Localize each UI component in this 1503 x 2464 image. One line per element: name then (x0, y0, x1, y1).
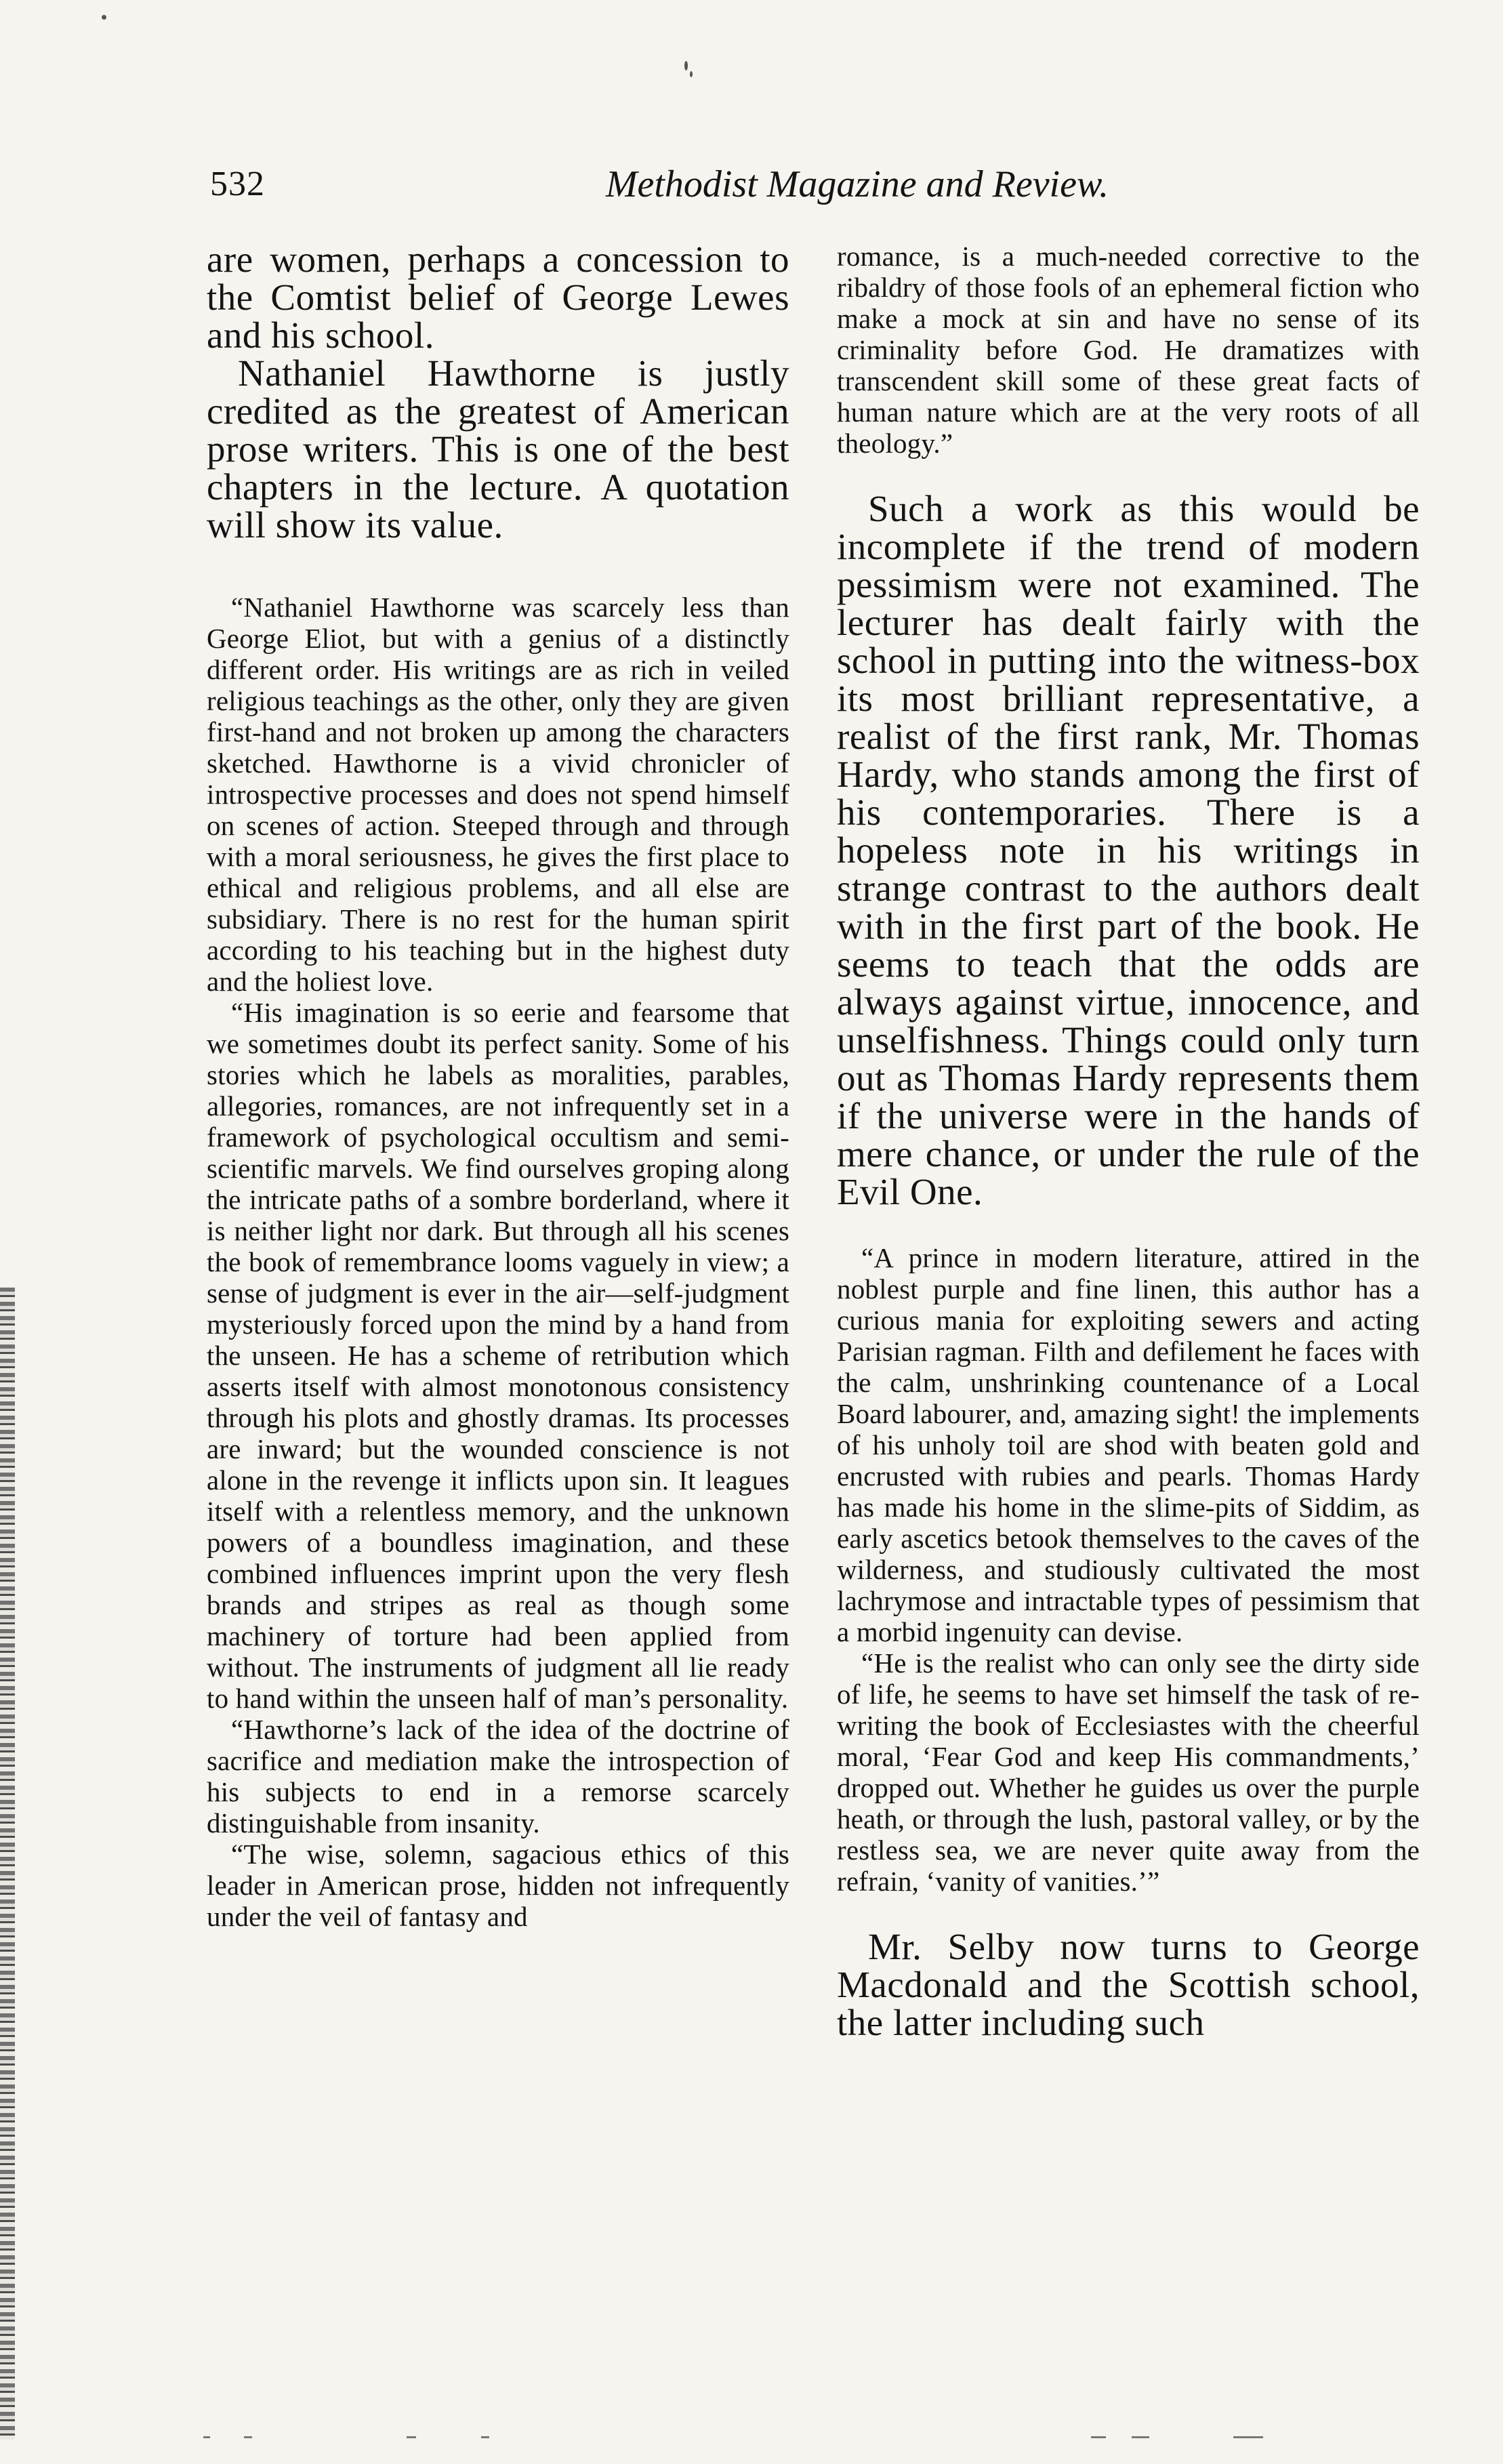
scan-speck (684, 61, 688, 70)
footer-scan-marks (203, 2436, 1423, 2443)
paragraph-pessimism-hardy: Such a work as this would be incomplete if the trend of modern pessimism were not examined. The lecturer has dealt fairly with the school in putting into the witness-box its most brilliant representative, a realist of the first rank, Mr. Thomas Hardy, who stands among the first of his contemporaries. There is a hopeless note in his writings in strange contrast to the authors dealt with in the first part of the book. He seems to teach that the odds are always against virtue, innocence, and unselfishness. Things could only turn out as Thomas Hardy represents them if the universe were in the hands of mere chance, or under the rule of the Evil One. (837, 488, 1420, 1212)
quote-hawthorne-ethics-continued: romance, is a much-needed corrective to the ribaldry of those fools of an ephemeral fiction who make a mock at sin and have no sense of its criminality before God. He dramatizes with transcendent skill some of these great facts of human nature which are at the very roots of all theology.” (837, 241, 1420, 459)
right-column (837, 241, 1420, 2042)
quote-hawthorne-ethics: “The wise, solemn, sagacious ethics of this leader in American prose, hidden not infrequently under the veil of fantasy and (207, 1839, 789, 1932)
paragraph-macdonald: Mr. Selby now turns to George Macdonald and the Scottish school, the latter including such (837, 1926, 1420, 2043)
paragraph-hawthorne-intro: Nathaniel Hawthorne is justly credited as the greatest of American prose writers. This is one of the best chapters in the lecture. A quotation will show its value. (207, 352, 789, 546)
quote-hawthorne-imagination: “His imagination is so eerie and fearsome that we sometimes doubt its perfect sanity. Some of his stories which he labels as moralities, parables, allegories, romances, are not infrequently set in a framework of psychological occultism and semi-scientific marvels. We find ourselves groping along the intricate paths of a sombre borderland, where it is neither light nor dark. But through all his scenes the book of remembrance looms vaguely in view; a sense of judgment is ever in the air—self-judgment mysteriously forced upon the mind by a hand from the unseen. He has a scheme of retribution which asserts itself with almost monotonous consistency through his plots and ghostly dramas. Its processes are inward; but the wounded conscience is not alone in the revenge it inflicts upon sin. It leagues itself with a relentless memory, and the unknown powers of a boundless imagination, and these combined influences imprint upon the very flesh brands and stripes as real as though some machinery of torture had been applied from without. The instruments of judgment all lie ready to hand within the unseen half of man’s personality. (207, 997, 789, 1714)
left-column (207, 241, 789, 1932)
page-number: 532 (210, 165, 265, 203)
quote-hawthorne-genius: “Nathaniel Hawthorne was scarcely less than George Eliot, but with a genius of a distinctly different order. His writings are as rich in veiled religious teachings as the other, only they are given first-hand and not broken up among the characters sketched. Hawthorne is a vivid chronicler of introspective processes and does not spend himself on scenes of action. Steeped through and through with a moral seriousness, he gives the first place to ethical and religious problems, and all else are subsidiary. There is no rest for the human spirit according to his teaching but in the highest duty and the holiest love. (207, 592, 789, 997)
quote-hardy-realist: “He is the realist who can only see the dirty side of life, he seems to have set himself the task of re-writing the book of Ecclesiastes with the cheerful moral, ‘Fear God and keep His commandments,’ dropped out. Whether he guides us over the purple heath, or through the lush, pastoral valley, or by the restless sea, we are never quite away from the refrain, ‘vanity of vanities.’” (837, 1647, 1420, 1897)
scan-speck (102, 15, 106, 20)
quote-hardy-prince: “A prince in modern literature, attired in the noblest purple and fine linen, this author has a curious mania for exploiting sewers and acting Parisian ragman. Filth and defilement he faces with the calm, unshrinking countenance of a Local Board labourer, and, amazing sight! the implements of his unholy toil are shod with beaten gold and encrusted with rubies and pearls. Thomas Hardy has made his home in the slime-pits of Siddim, as early ascetics betook themselves to the caves of the wilderness, and studiously cultivated the most lachrymose and intractable types of pessimism that a morbid ingenuity can devise. (837, 1242, 1420, 1647)
binding-edge (0, 1288, 15, 2440)
running-title: Methodist Magazine and Review. (605, 163, 1109, 205)
quote-hawthorne-sacrifice: “Hawthorne’s lack of the idea of the doctrine of sacrifice and mediation make the introspection of his subjects to end in a remorse scarcely distinguishable from insanity. (207, 1714, 789, 1839)
page-header (203, 156, 1437, 217)
scan-speck (690, 71, 693, 77)
paragraph-comtist: are women, perhaps a concession to the Comtist belief of George Lewes and his school. (207, 239, 789, 356)
